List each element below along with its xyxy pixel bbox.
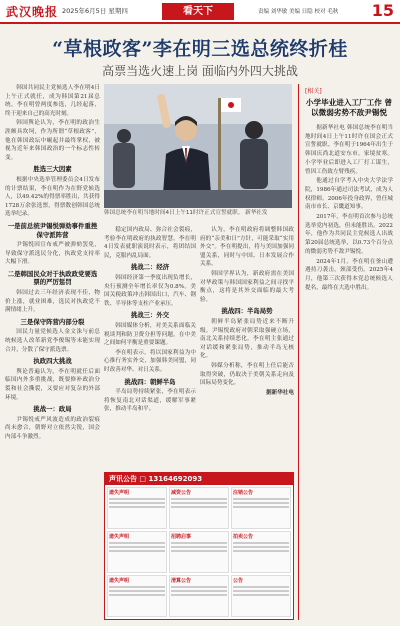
related-sidebar <box>298 84 396 620</box>
paragraph: 据新华社电 韩国总统李在明当地时间4日上午11时许在国会正式宣誓就职。李在明于1964年出生于韩国庆尚北道安东市，家境贫寒。小学毕业后即进入工厂打工谋生，曾因工伤致左臂残疾。 <box>305 125 393 175</box>
paragraph: 2024年1月，李在明在釜山遭遇持刀袭击，颈部受伤。2025年4月，他第三次获得本党总统候选人提名，最终在大选中胜出。 <box>305 258 393 291</box>
paragraph: 韩国学界认为，新政府需在美国对华政策与韩国国家利益之间寻找平衡点，这将是其外交面临的最大考验。 <box>200 270 294 303</box>
paragraph: 韩国经济第一季度出现负增长，央行预测全年增长率仅为0.8%。美国关税政策冲击韩国出口，汽车、钢铁、半导体等支柱产业承压。 <box>104 274 196 307</box>
section-heading: 胜选三大因素 <box>33 165 72 174</box>
paragraph: 韩国过去三年经济表现不佳，物价上涨，就业困难，选民对执政党不满情绪上升。 <box>5 290 100 314</box>
issue-date: 2025年6月5日 星期四 <box>62 7 128 15</box>
ad-item: 遗失声明 <box>107 487 167 529</box>
ad-item: 减资公告 <box>169 487 229 529</box>
paragraph: 舆论普遍认为，李在明就任后面临国内外多重挑战，既要修补政治分裂和社会撕裂，又要应对复杂的外部环境。 <box>5 368 100 401</box>
section-heading: 执政四大挑战 <box>33 357 72 366</box>
paragraph: 半岛局势持续紧张，李在明表示将恢复南北对话渠道，缓解军事紧张，推动半岛和平。 <box>104 389 196 413</box>
section-heading: 一是前总统尹锡悦弹劾事件重挫保守派阵营 <box>7 221 98 239</box>
paragraph: 韩媒分析称，李在明上任后能否取得突破，仍取决于美朝关系走向及国际局势变化。 <box>200 362 294 387</box>
paragraph: 韩国共同民主党候选人李在明4日上午正式就任，成为韩国第21届总统。李在明曾两度参选，几经起落，终于迎来自己的高光时刻。 <box>5 85 100 117</box>
ad-item: 公告 <box>231 575 291 617</box>
paragraph: 韩国舆论认为，李在明的政治生涯颇具坎坷，作为所谓“草根政客”，他在韩国政坛中崛起并最终掌权，被视为近年来韩国政治的一个标志性转变。 <box>5 120 100 161</box>
article-column-3 <box>200 226 294 398</box>
ad-item: 注销公告 <box>231 487 291 529</box>
section-heading: 挑战三：外交 <box>130 311 170 320</box>
paragraph: 稳定国内政局、弥合社会裂痕，考验李在明政府的执政智慧。李在明4日发表就职演说时表示，将团结国民，克服内乱局面。 <box>104 227 196 259</box>
section-heading: 挑战四：半岛局势 <box>221 307 273 316</box>
ad-item: 遗失声明 <box>107 575 167 617</box>
article-column-2 <box>104 226 196 415</box>
section-tag: 看天下 <box>162 3 234 20</box>
sidebar-title: 小学毕业进入工厂工作 曾以微弱劣势不敌尹锡悦 <box>305 98 393 117</box>
editor-credits: 责编 刘华敏 美编 日隐 校对 毛秋 <box>258 9 339 15</box>
ad-item: 遗失声明 <box>107 531 167 573</box>
source-signature: 据新华社电 <box>266 389 294 396</box>
page-header <box>0 0 400 24</box>
sidebar-tag: [相关] <box>305 88 322 95</box>
main-headline: “草根政客”李在明三选总统终折桂 <box>52 38 348 60</box>
ad-item: 拍卖公告 <box>231 531 291 573</box>
paragraph: 尹锡悦戒严风波造成的政治裂痕尚未愈合，朝野对立依然尖锐，国会内部斗争激烈。 <box>5 416 100 440</box>
inauguration-photo <box>104 84 292 208</box>
newspaper-logo: 武汉晚报 <box>6 5 59 19</box>
section-heading: 二是韩国民众对于执政政党要选票的严厉惩罚 <box>7 269 98 287</box>
ad-item: 招聘启事 <box>169 531 229 573</box>
paragraph: 韩国媒体分析，对美关系面临关税谈判和防卫费分担等问题，在中美之间如何平衡是重要课题。 <box>104 322 196 347</box>
paragraph: 李在明表示，将以国家利益为中心推行务实外交，加强韩美同盟，同时改善对华、对日关系。 <box>104 349 196 373</box>
ads-title: 声讯公告 □ 13164692093 <box>105 473 293 485</box>
paragraph: 他通过自学考入中央大学法学院，1986年通过司法考试，成为人权律师。2006年投身政界，曾任城南市市长、京畿道知事。 <box>305 178 393 211</box>
paragraph: 2017年，李在明首次参与总统选举党内初选，但未能胜出。2022年，他作为共同民主党候选人出战第20届总统选举，以0.73个百分点的微弱劣势不敌尹锡悦。 <box>305 214 393 255</box>
section-heading: 挑战二：经济 <box>130 263 170 272</box>
page-number: 15 <box>371 1 394 20</box>
sidebar-body <box>305 124 393 293</box>
paragraph: 国民力量党候选人金文洙与前总统候选人改革新党李俊锡等未能实现合并，分散了保守派选票。 <box>5 329 100 353</box>
section-heading: 三是保守阵营内部分裂 <box>20 317 85 326</box>
paragraph: 尹锡悦因宣布戒严被弹劾罢免，导致保守派选民分化，执政党支持率大幅下滑。 <box>5 242 100 266</box>
paragraph: 根据中央选举管理委员会4日发布的计票结果，李在明作为在野党候选人，以49.42%的得票率胜出，共获得1728万余张选票，得票数创韩国总统选举纪录。 <box>5 176 100 218</box>
section-heading: 挑战四：朝鲜半岛 <box>124 377 176 386</box>
classified-ads <box>104 472 294 620</box>
ad-item: 清算公告 <box>169 575 229 617</box>
paragraph: 朝鲜半岛紧张局势近来不断升级。尹锡悦政府对朝采取强硬立场，南北关系持续恶化。李在明主张通过对话缓和紧张局势，推动半岛无核化。 <box>200 318 294 360</box>
section-heading: 挑战一：政局 <box>33 405 72 414</box>
photo-caption: 韩国总统李在明当地时间4日上午11时许正式宣誓就职。 新华社发 <box>104 210 268 216</box>
paragraph: 认为，李在明政府将调整韩国政府的“亲美和日”方针，可能采取“实用外交”。李在明提出，将与美国加强同盟关系，同时与中国、日本发展合作关系。 <box>200 227 294 268</box>
president-photo-illustration <box>104 84 292 208</box>
sub-headline: 高票当选火速上岗 面临内外四大挑战 <box>102 64 298 78</box>
ads-grid <box>107 487 291 617</box>
article-column-1 <box>5 84 100 443</box>
